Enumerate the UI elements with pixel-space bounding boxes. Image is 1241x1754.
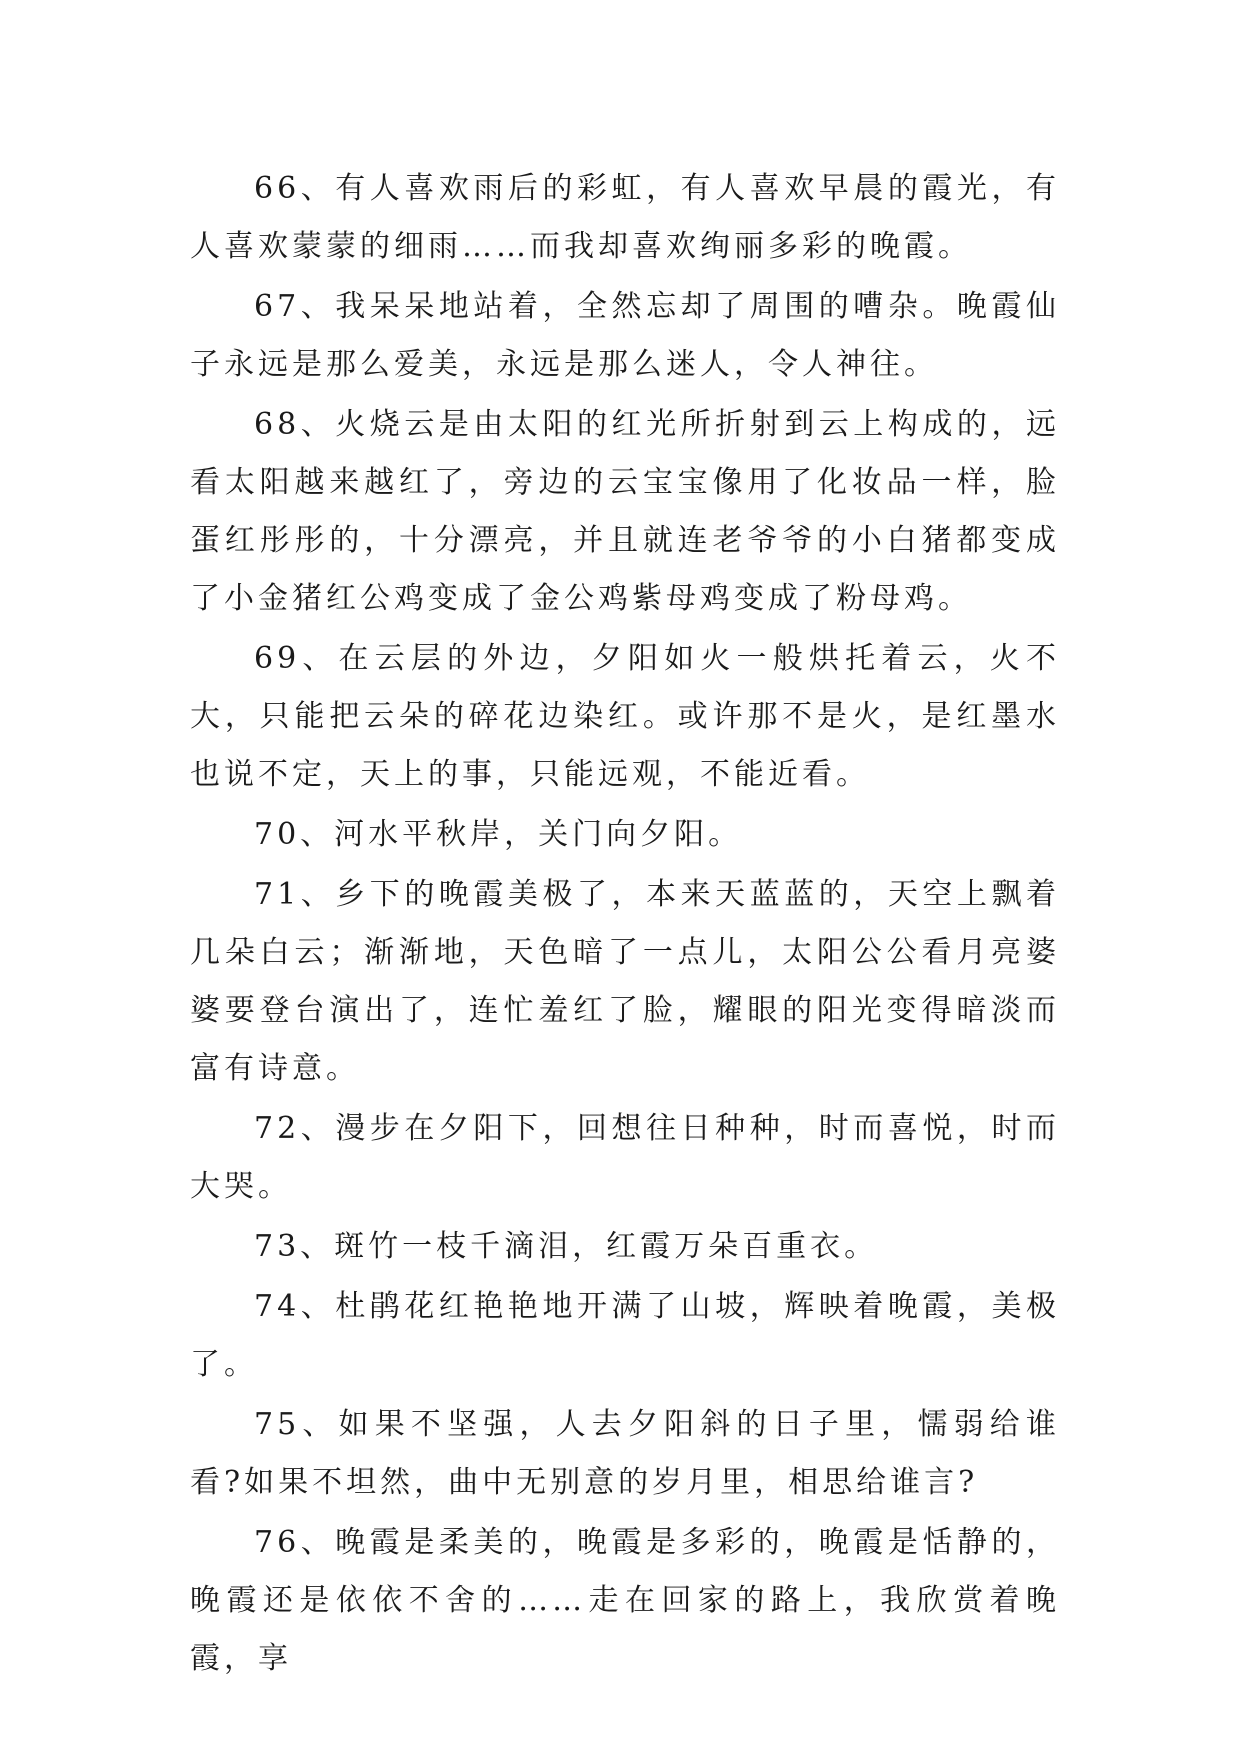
paragraph-70: 70、河水平秋岸，关门向夕阳。 xyxy=(254,817,743,852)
paragraph-71: 71、乡下的晚霞美极了，本来天蓝蓝的，天空上飘着几朵白云；渐渐地，天色暗了一点儿，太阳公公看月亮婆婆要登台演出了，连忙羞红了脸，耀眼的阳光变得暗淡而富有诗意。 xyxy=(190,877,1060,1086)
paragraph-75: 75、如果不坚强，人去夕阳斜的日子里，懦弱给谁看?如果不坦然，曲中无别意的岁月里，相思给谁言? xyxy=(190,1407,1060,1500)
paragraph-74: 74、杜鹃花红艳艳地开满了山坡，辉映着晚霞，美极了。 xyxy=(190,1289,1060,1382)
paragraph-67: 67、我呆呆地站着，全然忘却了周围的嘈杂。晚霞仙子永远是那么爱美，永远是那么迷人，令人神往。 xyxy=(190,289,1060,382)
paragraph-66: 66、有人喜欢雨后的彩虹，有人喜欢早晨的霞光，有人喜欢蒙蒙的细雨……而我却喜欢绚丽多彩的晚霞。 xyxy=(190,171,1060,264)
document-body xyxy=(190,160,1060,1688)
paragraph-73: 73、斑竹一枝千滴泪，红霞万朵百重衣。 xyxy=(254,1229,879,1264)
paragraph-76: 76、晚霞是柔美的，晚霞是多彩的，晚霞是恬静的，晚霞还是依依不舍的……走在回家的路上，我欣赏着晚霞，享 xyxy=(190,1525,1060,1676)
paragraph-72: 72、漫步在夕阳下，回想往日种种，时而喜悦，时而大哭。 xyxy=(190,1111,1060,1204)
paragraph-68: 68、火烧云是由太阳的红光所折射到云上构成的，远看太阳越来越红了，旁边的云宝宝像用了化妆品一样，脸蛋红彤彤的，十分漂亮，并且就连老爷爷的小白猪都变成了小金猪红公鸡变成了金公鸡紫母鸡变成了粉母鸡。 xyxy=(190,407,1060,616)
paragraph-69: 69、在云层的外边，夕阳如火一般烘托着云，火不大，只能把云朵的碎花边染红。或许那不是火，是红墨水也说不定，天上的事，只能远观，不能近看。 xyxy=(190,641,1060,792)
